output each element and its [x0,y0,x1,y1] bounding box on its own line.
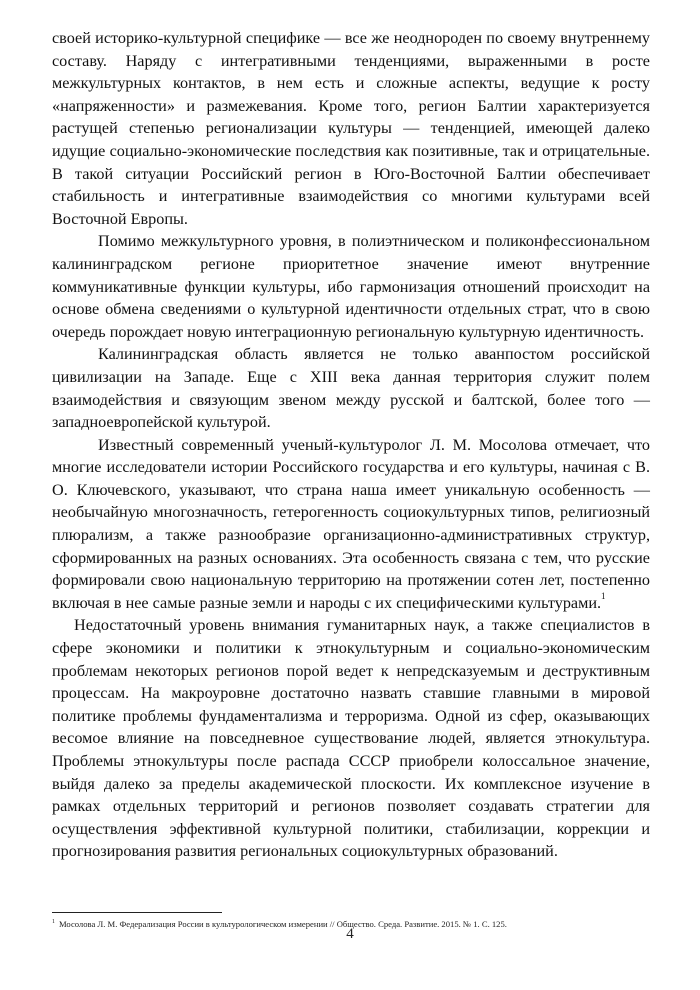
footnote-marker: 1 [52,919,55,925]
paragraph-1: своей историко-культурной специфике — все же неоднороден по своему внутреннему составу. Наряду с интегративными тенденциями, выраженными в росте межкультурных контактов, в нем есть и сложные аспекты, ведущие к росту «напряженности» и размежевания. Кроме того, регион Балтии характеризуется растущей степенью регионализации культуры — тенденцией, имеющей далеко идущие социально-экономические последствия как позитивные, так и отрицательные. В такой ситуации Российский регион в Юго-Восточной Балтии обеспечивает стабильность и интегративные взаимодействия со многими культурами всей Восточной Европы. [52,29,650,228]
paragraph-2: Помимо межкультурного уровня, в полиэтническом и поликонфессиональном калининградском регионе приоритетное значение имеют внутренние коммуникативные функции культуры, ибо гармонизация отношений происходит на основе обмена сведениями о культурной идентичности отдельных страт, что в свою очередь порождает новую интеграционную региональную культурную идентичность. [52,232,650,341]
page-number: 4 [346,926,354,942]
paragraph-4 [52,434,650,615]
footnote-reference[interactable]: 1 [601,591,606,602]
paragraph-3: Калининградская область является не только аванпостом российской цивилизации на Западе. Еще с XIII века данная территория служит полем взаимодействия и связующим звеном между русской и балтской, более того — западноевропейской культурой. [52,345,650,432]
paragraph-4-text: Известный современный ученый-культуролог Л. М. Мосолова отмечает, что многие исследователи истории Российского государства и его культуры, начиная с В. О. Ключевского, указывают, что страна наша имеет уникальную особенность — необычайную многозначность, гетерогенность социокультурных типов, религиозный плюрализм, а также разнообразие организационно-административных структур, сформированных на разных основаниях. Эта особенность связана с тем, что русские формировали свою национальную территорию на протяжении сотен лет, постепенно включая в нее самые разные земли и народы с их специфическими культурами. [52,435,650,612]
body-text [52,27,650,863]
footnote-separator [52,912,222,913]
paragraph-5: Недостаточный уровень внимания гуманитарных наук, а также специалистов в сфере экономики и политики к этнокультурным и социально-экономическим проблемам некоторых регионов порой ведет к непредсказуемым и деструктивным процессам. На макроуровне достаточно назвать ставшие главными в мировой политике проблемы фундаментализма и терроризма. Одной из сфер, оказывающих весомое влияние на повседневное существование людей, является этнокультура. Проблемы этнокультуры после распада СССР приобрели колоссальное значение, выйдя далеко за пределы академической плоскости. Их комплексное изучение в рамках отдельных территорий и регионов позволяет создавать стратегии для осуществления эффективной культурной политики, стабилизации, коррекции и прогнозирования развития региональных социокультурных образований. [52,616,650,861]
footnote-text: Мосолова Л. М. Федерализация России в культурологическом измерении // Общество. Среда. Развитие. 2015. № 1. С. 125. [59,918,507,929]
